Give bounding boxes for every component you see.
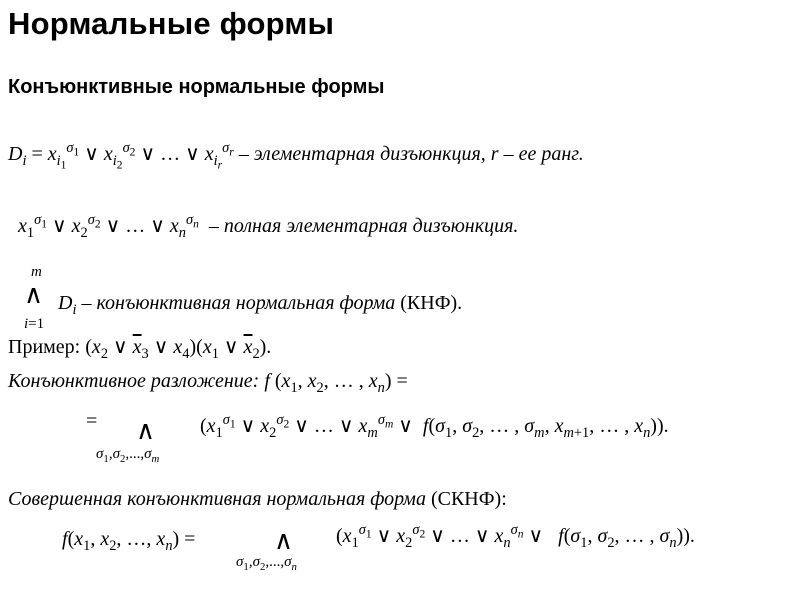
knf-text: – конъюнктивная нормальная форма	[81, 292, 396, 314]
sknf-lhs: $f(x_1$, $x_2$, …, $x_n$) =	[62, 528, 196, 555]
example-line	[8, 334, 271, 363]
knf-abbr: (КНФ).	[400, 292, 463, 314]
knf-upper-limit: m	[31, 264, 42, 280]
elementary-disjunction-line	[8, 140, 584, 171]
elementary-disjunction-text: – элементарная дизъюнкция, r – ее ранг.	[238, 142, 584, 165]
sknf-rhs: ($x_1^{\sigma_1}$ ∨ $x_2^{\sigma_2}$ ∨ … ∨ $x_n^{\sigma_n}$ ∨ $f(\sigma_1$, $\sigma_2$, … , $\sigma_n$)).	[336, 522, 695, 551]
conj-expansion-index: $\sigma_1,\sigma_2,...,\sigma_m$	[96, 446, 160, 465]
section-subtitle: Конъюнктивные нормальные формы	[8, 76, 385, 98]
sknf-operator: ∧	[274, 526, 294, 555]
elementary-disjunction-formula: $D_i = x_{i_1}^{\sigma_1}$ ∨ $x_{i_2}^{\sigma_2}$ ∨ … ∨ $x_{i_r}^{\sigma_r}$	[8, 140, 234, 172]
full-disjunction-line	[18, 212, 518, 242]
knf-conjunction-operator: ∧	[24, 280, 44, 309]
knf-formula: $D_i$	[58, 292, 77, 319]
full-disjunction-formula: $x_1^{\sigma_1}$ ∨ $x_2^{\sigma_2}$ ∨ … ∨ $x_n^{\sigma_n}$	[18, 212, 199, 241]
full-disjunction-text: – полная элементарная дизъюнкция.	[208, 214, 519, 237]
conj-expansion-label: Конъюнктивное разложение:	[8, 370, 260, 392]
example-label: Пример:	[8, 336, 81, 358]
conj-expansion-equals: =	[86, 410, 98, 432]
conj-expansion-rhs: ($x_1^{\sigma_1}$ ∨ $x_2^{\sigma_2}$ ∨ … ∨ $x_m^{\sigma_m}$ ∨ $f(\sigma_1$, $\sigma_2$, … , $\sigma_m$, $x_{m+1}$, … , $x_n$)).	[200, 412, 669, 441]
page-title: Нормальные формы	[8, 6, 335, 41]
knf-line	[58, 292, 462, 319]
sknf-line	[8, 488, 507, 511]
example-formula: ($x_2$ ∨ $\overline{x}_3$ ∨ $x_4)(x_1$ ∨ $\overline{x}_2$).	[85, 336, 272, 363]
conj-expansion-line	[8, 370, 408, 397]
knf-lower-limit: i=1	[24, 316, 45, 332]
sknf-label: Совершенная конъюнктивная нормальная форма	[8, 488, 426, 510]
conj-expansion-lhs: f ($x_1$, $x_2$, … , $x_n$) =	[264, 370, 408, 397]
sknf-index: $\sigma_1,\sigma_2,...,\sigma_n$	[236, 554, 297, 573]
sknf-abbr: (СКНФ):	[430, 488, 507, 510]
conj-expansion-operator: ∧	[136, 416, 156, 445]
